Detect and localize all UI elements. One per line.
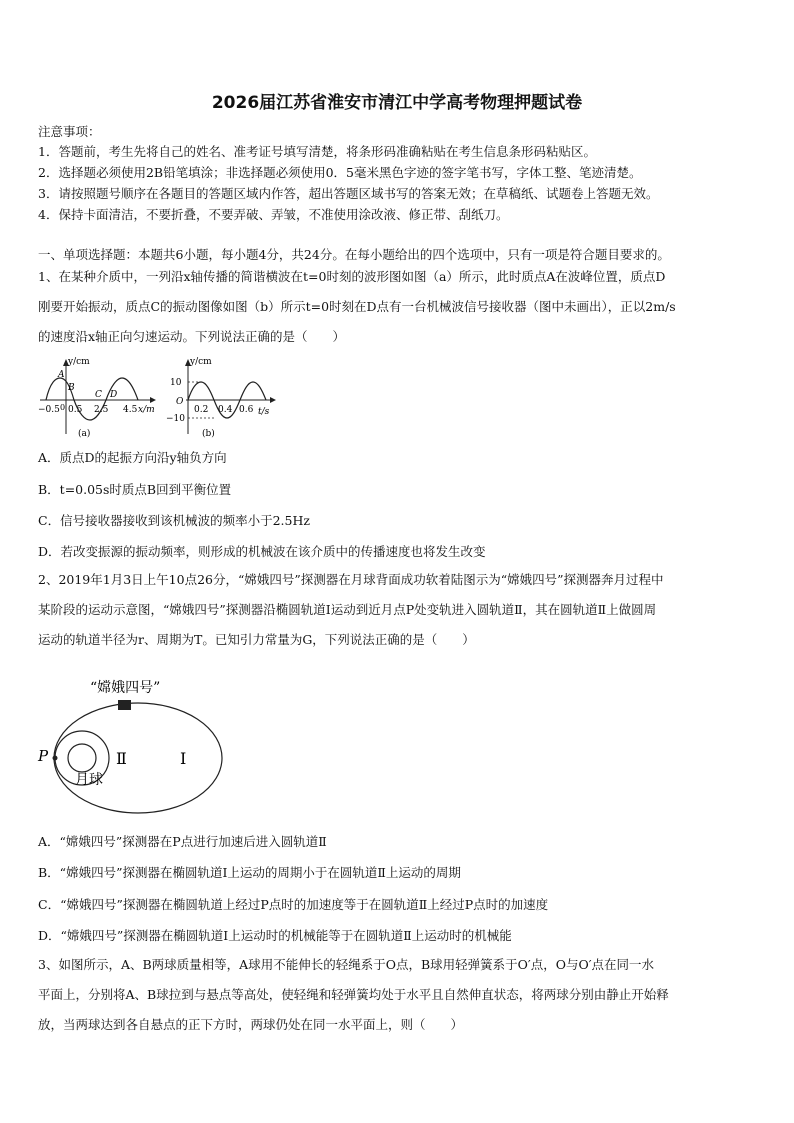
option-d: D．若改变振源的振动频率，则形成的机械波在该介质中的传播速度也将发生改变 (38, 544, 486, 559)
t-tick: 0.6 (239, 405, 254, 415)
notice-item: 3．请按照题号顺序在各题目的答题区域内作答，超出答题区域书写的答案无效；在草稿纸、试题卷上答题无效。 (38, 186, 659, 201)
probe-label: “嫦娥四号” (90, 680, 161, 696)
option-d: D．“嫦娥四号”探测器在椭圆轨道Ⅰ上运动时的机械能等于在圆轨道Ⅱ上运动时的机械能 (38, 928, 512, 943)
t-tick: 0.2 (194, 405, 209, 415)
orbit-ii-label: Ⅱ (116, 749, 127, 768)
vibration-graph-b (166, 352, 286, 442)
orbit-diagram (30, 672, 230, 822)
point-p-label: P (38, 747, 49, 765)
y-axis-label: y/cm (68, 357, 90, 367)
origin-label: O (176, 397, 184, 407)
t-axis-label: t/s (258, 407, 270, 417)
moon-label: 月球 (75, 772, 103, 788)
y-axis-label: y/cm (190, 357, 212, 367)
option-c: C．信号接收器接收到该机械波的频率小于2.5Hz (38, 513, 310, 528)
wave-graph-a (38, 352, 168, 442)
stem-line: 放，当两球达到各自悬点的正下方时，两球仍处在同一水平面上，则（ ） (38, 1017, 464, 1032)
x-axis-arrow (150, 397, 156, 403)
question-2-stem (38, 565, 758, 655)
option-b: B．t=0.05s时质点B回到平衡位置 (38, 482, 232, 497)
page-title: 2026届江苏省淮安市清江中学高考物理押题试卷 (211, 93, 583, 113)
moon-icon (68, 744, 96, 772)
stem-line: 运动的轨道半径为r、周期为T。已知引力常量为G，下列说法正确的是（ ） (38, 632, 475, 647)
point-label-c: C (95, 390, 102, 400)
notice-item: 4．保持卡面清洁，不要折叠，不要弄破、弄皱，不准使用涂改液、修正带、刮纸刀。 (38, 207, 509, 222)
stem-line: 某阶段的运动示意图，“嫦娥四号”探测器沿椭圆轨道Ⅰ运动到近月点P处变轨进入圆轨道Ⅱ，其在圆轨道Ⅱ上做圆周 (38, 602, 657, 617)
elliptical-orbit-i (54, 703, 222, 813)
t-tick: 0.4 (218, 405, 233, 415)
figure-caption: (b) (202, 429, 215, 439)
x-tick: 4.5 (123, 405, 138, 415)
option-b: B．“嫦娥四号”探测器在椭圆轨道Ⅰ上运动的周期小于在圆轨道Ⅱ上运动的周期 (38, 865, 461, 880)
y-tick: −10 (166, 414, 185, 424)
notice-item: 2．选择题必须使用2B铅笔填涂；非选择题必须使用0．5毫米黑色字迹的签字笔书写，字体工整、笔迹清楚。 (38, 165, 642, 180)
y-tick: 10 (170, 378, 182, 388)
question-3-stem (38, 950, 758, 1040)
option-a: A．“嫦娥四号”探测器在P点进行加速后进入圆轨道Ⅱ (38, 834, 327, 849)
stem-line: 刚要开始振动，质点C的振动图像如图（b）所示t=0时刻在D点有一台机械波信号接收器（图中未画出），正以2m/s (38, 299, 676, 314)
section-heading: 一、单项选择题：本题共6小题，每小题4分，共24分。在每小题给出的四个选项中，只有一项是符合题目要求的。 (38, 247, 670, 262)
point-p-marker (53, 756, 58, 761)
origin-label: 0 (60, 403, 66, 412)
notice-heading: 注意事项： (38, 124, 101, 139)
option-c: C．“嫦娥四号”探测器在椭圆轨道上经过P点时的加速度等于在圆轨道Ⅱ上经过P点时的加速度 (38, 897, 549, 912)
orbit-i-label: Ⅰ (180, 749, 187, 768)
x-tick: 0.5 (68, 405, 83, 415)
stem-line: 1、在某种介质中，一列沿x轴传播的简谐横波在t=0时刻的波形图如图（a）所示，此时质点A在波峰位置，质点D (38, 269, 666, 284)
point-label-b: B (68, 383, 75, 393)
t-axis-arrow (270, 397, 276, 403)
stem-line: 3、如图所示，A、B两球质量相等，A球用不能伸长的轻绳系于O点，B球用轻弹簧系于O′点，O与O′点在同一水 (38, 957, 655, 972)
notice-item: 1．答题前，考生先将自己的姓名、准考证号填写清楚，将条形码准确粘贴在考生信息条形码粘贴区。 (38, 144, 596, 159)
point-label-d: D (110, 390, 118, 400)
figure-caption: (a) (78, 429, 91, 439)
question-1-stem (38, 262, 758, 352)
x-axis-label: x/m (138, 405, 155, 415)
stem-line: 平面上，分别将A、B球拉到与悬点等高处，使轻绳和轻弹簧均处于水平且自然伸直状态，将两球分别由静止开始释 (38, 987, 669, 1002)
stem-line: 2、2019年1月3日上午10点26分，“嫦娥四号”探测器在月球背面成功软着陆图示为“嫦娥四号”探测器奔月过程中 (38, 572, 664, 587)
point-label-a: A (58, 370, 65, 380)
probe-icon (118, 700, 131, 710)
option-a: A．质点D的起振方向沿y轴负方向 (38, 450, 227, 465)
stem-line: 的速度沿x轴正向匀速运动。下列说法正确的是（ ） (38, 329, 346, 344)
x-tick: −0.5 (38, 405, 60, 415)
x-tick: 2.5 (94, 405, 109, 415)
